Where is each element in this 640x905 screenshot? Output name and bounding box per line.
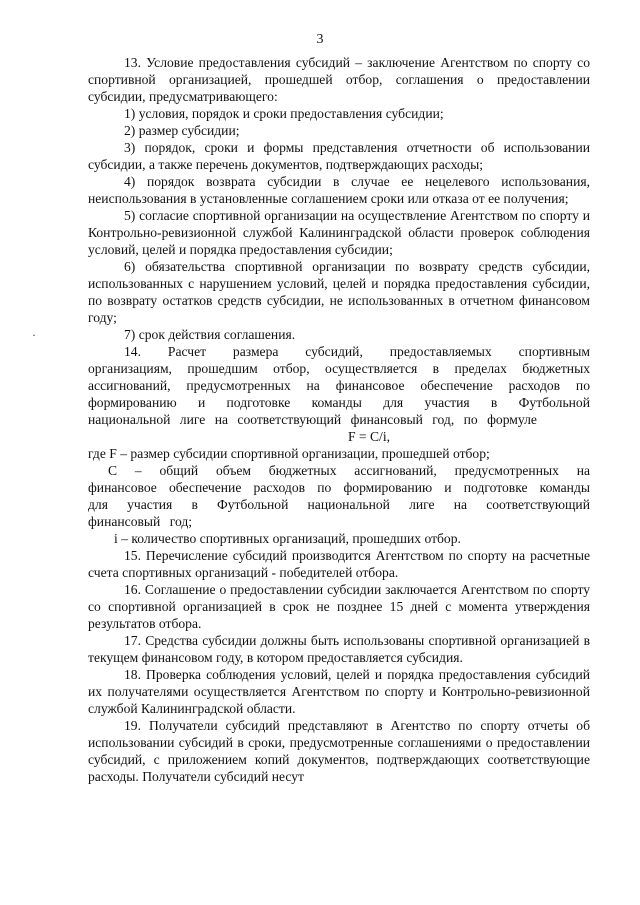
margin-mark: ·: [32, 328, 36, 342]
definition-f: где F – размер субсидии спортивной организации, прошедшей отбор;: [88, 446, 490, 461]
paragraph-13: 13. Условие предоставления субсидий – заключение Агентством по спорту со спортивной организацией, прошедшей отбор, соглашения о предоставлении субсидии, предусматривающего:: [88, 55, 590, 104]
page-number: 3: [316, 32, 324, 47]
list-item-3: 3) порядок, сроки и формы представления отчетности об использовании субсидии, а также перечень документов, подтверждающих расходы;: [88, 140, 590, 172]
list-item-7: 7) срок действия соглашения.: [124, 327, 296, 342]
document-body: [88, 54, 590, 785]
paragraph-15: 15. Перечисление субсидий производится Агентством по спорту на расчетные счета спортивных организаций - победителей отбора.: [88, 548, 590, 580]
paragraph-18: 18. Проверка соблюдения условий, целей и порядка предоставления субсидий их получателями осуществляется Агентством по спорту и Контрольно-ревизионной службой Калининградской области.: [88, 667, 590, 716]
list-item-1: 1) условия, порядок и сроки предоставления субсидии;: [124, 106, 444, 121]
paragraph-16: 16. Соглашение о предоставлении субсидии заключается Агентством по спорту со спортивной организацией в срок не позднее 15 дней с момента утверждения результатов отбора.: [88, 582, 590, 631]
paragraph-19: 19. Получатели субсидий представляют в Агентство по спорту отчеты об использовании субсидий в сроки, предусмотренные соглашениями о предоставлении субсидий, с приложением копий документов, подтверждающих соответствующие расходы. Получатели субсидий несут: [88, 718, 590, 784]
list-item-5: 5) согласие спортивной организации на осуществление Агентством по спорту и Контрольно-ревизионной службой Калининградской области проверок соблюдения условий, целей и порядка предоставления субсидии;: [88, 208, 590, 257]
paragraph-14: 14. Расчет размера субсидий, предоставляемых спортивным организациям, прошедшим отбор, осуществляется в пределах бюджетных ассигнований, предусмотренных на финансовое обеспечение расходов по формированию и подготовке команды для участия в Футбольной национальной лиге на соответствующий финансовый год, по формуле: [88, 344, 590, 427]
paragraph-17: 17. Средства субсидии должны быть использованы спортивной организацией в текущем финансовом году, в котором предоставляется субсидия.: [88, 633, 590, 665]
definition-c: С – общий объем бюджетных ассигнований, предусмотренных на финансовое обеспечение расходов по формированию и подготовке команды для участия в Футбольной национальной лиге на соответствующий финансовый год;: [88, 463, 590, 529]
formula: F = C/i,: [347, 429, 391, 444]
list-item-2: 2) размер субсидии;: [124, 123, 240, 138]
list-item-4: 4) порядок возврата субсидии в случае ее нецелевого использования, неиспользования в установленные соглашением сроки или отказа от ее получения;: [88, 174, 590, 206]
definition-i: i – количество спортивных организаций, прошедших отбор.: [114, 531, 461, 546]
list-item-6: 6) обязательства спортивной организации по возврату средств субсидии, использованных с нарушением условий, целей и порядка предоставления субсидии, по возврату остатков средств субсидии, не использованных в отчетном финансовом году;: [88, 259, 590, 325]
